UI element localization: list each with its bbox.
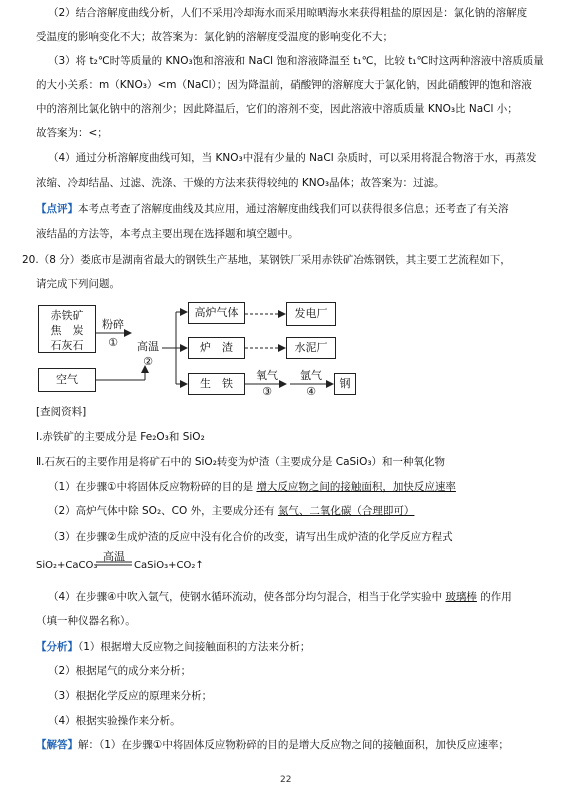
sub-question-4-answer: 玻璃棒	[445, 591, 477, 603]
analysis-tag: 【分析】	[36, 641, 78, 653]
text-line: （2）结合溶解度曲线分析，人们不采用冷却海水而采用晾晒海水来获得粗盐的原因是：氯化钠的溶解度	[48, 7, 528, 19]
analysis-text: （1）根据增大反应物之间接触面积的方法来分析；	[78, 641, 311, 653]
analysis-3: （3）根据化学反应的原理来分析；	[48, 690, 213, 702]
power-plant-box: 发电厂	[286, 302, 336, 326]
analysis-line	[36, 640, 548, 654]
slag-box: 炉 渣	[188, 337, 245, 359]
equation-condition: 高温	[103, 550, 125, 563]
steel-box: 钢	[334, 373, 356, 395]
reference-heading: [查阅资料]	[36, 406, 87, 418]
text-line: 浓缩、冷却结晶、过滤、洗涤、干燥的方法来获得较纯的 KNO₃晶体；故答案为：过滤。	[36, 177, 445, 189]
solution-text: 解：（1）在步骤①中将固体反应物粉碎的目的是增大反应物之间的接触面积，加快反应速率；	[78, 739, 509, 751]
crush-label: 粉碎	[102, 318, 124, 331]
raw-coke: 焦 炭	[50, 324, 84, 337]
high-temp-label: 高温	[137, 340, 159, 353]
argon-label: 氩气	[300, 369, 322, 382]
oxygen-label: 氧气	[256, 369, 278, 382]
equation-left: SiO₂+CaCO₃	[36, 560, 98, 571]
text-line: （填一种仪器名称）。	[36, 615, 136, 627]
text-line: 故答案为：<；	[36, 127, 108, 139]
comment-text: 本考点考查了溶解度曲线及其应用，通过溶解度曲线我们可以获得很多信息；还考查了有关溶	[78, 203, 509, 215]
text-line: 的大小关系：m（KNO₃）<m（NaCl）；因为降温前，硝酸钾的溶解度大于氯化钠，因此硝酸钾的饱和溶液	[36, 79, 532, 91]
pig-iron-box: 生 铁	[188, 373, 245, 395]
cement-plant-box: 水泥厂	[286, 337, 336, 359]
sub-question-4-text: （4）在步骤④中吹入氩气，使钢水循环流动，使各部分均匀混合，相当于化学实验中	[48, 591, 443, 603]
text-line: 受温度的影响变化不大；故答案为：氯化钠的溶解度受温度的影响变化不大；	[36, 31, 393, 43]
sub-question-1-answer: 增大反应物之间的接触面积，加快反应速率	[256, 481, 456, 493]
furnace-gas-box: 高炉气体	[188, 302, 245, 324]
sub-question-2-text: （2）高炉气体中除 SO₂、CO 外，主要成分还有	[48, 505, 275, 517]
solution-tag: 【解答】	[36, 739, 78, 751]
analysis-4: （4）根据实验操作来分析。	[48, 715, 181, 727]
raw-iron-ore: 赤铁矿	[50, 309, 84, 322]
comment-tag: 【点评】	[36, 203, 78, 215]
text-line: 中的溶剂比氯化钠中的溶剂少；因此降温后，它们的溶剂不变，因此溶液中溶质质量 KNO₃比 NaCl 小；	[36, 103, 518, 115]
sub-question-3: （3）在步骤②生成炉渣的反应中没有化合价的改变，请写出生成炉渣的化学反应方程式	[48, 531, 453, 543]
step-1-label: ①	[108, 336, 118, 349]
text-line: 请完成下列问题。	[36, 278, 120, 290]
sub-question-2-answer: 氮气、二氧化碳（合理即可）	[277, 505, 415, 517]
reference-1: Ⅰ.赤铁矿的主要成分是 Fe₂O₃和 SiO₂	[36, 431, 205, 443]
step-4-label: ④	[306, 385, 316, 398]
step-2-label: ②	[143, 355, 153, 368]
sub-question-4-tail: 的作用	[480, 591, 512, 603]
raw-limestone: 石灰石	[50, 339, 84, 352]
text-line: （3）将 t₂℃时等质量的 KNO₃饱和溶液和 NaCl 饱和溶液降温至 t₁℃，比较 t₁℃时这两种溶液中溶质质量	[48, 55, 544, 67]
text-line: （4）通过分析溶解度曲线可知，当 KNO₃中混有少量的 NaCl 杂质时，可以采用将混合物溶于水，再蒸发	[48, 152, 537, 164]
analysis-2: （2）根据尾气的成分来分析；	[48, 665, 192, 677]
reference-2: Ⅱ.石灰石的主要作用是将矿石中的 SiO₂转变为炉渣（主要成分是 CaSiO₃）和一种氧化物	[36, 456, 446, 468]
question-20: 20.（8 分）娄底市是湖南省最大的钢铁生产基地，某钢铁厂采用赤铁矿冶炼钢铁，其主要工艺流程如下，	[22, 254, 511, 266]
page-number: 22	[280, 775, 292, 785]
sub-question-1-text: （1）在步骤①中将固体反应物粉碎的目的是	[48, 481, 254, 493]
solution-line	[36, 738, 548, 752]
equation-right: CaSiO₃+CO₂↑	[134, 560, 204, 571]
step-3-label: ③	[262, 385, 272, 398]
air-box: 空气	[38, 368, 96, 392]
text-line: 液结晶的方法等，本考点主要出现在选择题和填空题中。	[36, 228, 299, 240]
sub-question-4	[48, 590, 560, 604]
